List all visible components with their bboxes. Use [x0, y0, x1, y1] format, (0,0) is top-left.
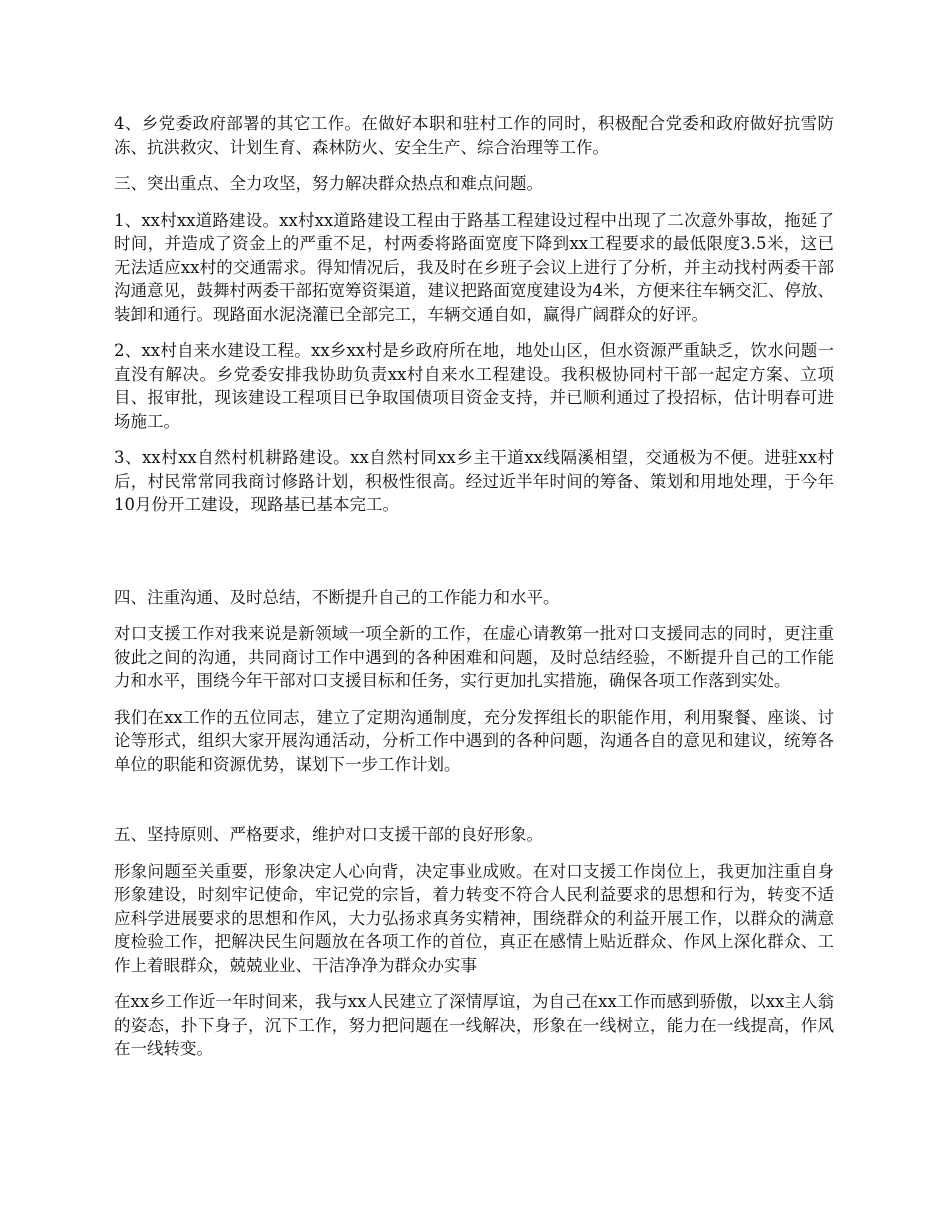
section-heading-five: 五、坚持原则、严格要求，维护对口支援干部的良好形象。 [114, 825, 543, 844]
section-heading-four: 四、注重沟通、及时总结，不断提升自己的工作能力和水平。 [114, 587, 560, 607]
document-body [114, 112, 834, 1074]
paragraph-team-system: 我们在xx工作的五位同志，建立了定期沟通制度，充分发挥组长的职能作用，利用聚餐、座谈、讨论等形式，组织大家开展沟通活动，分析工作中遇到的各种问题，沟通各自的意见和建议，统筹各单位的职能和资源优势，谋划下一步工作计划。 [114, 707, 834, 774]
paragraph-road-construction: 1、xx村xx道路建设。xx村xx道路建设工程由于路基工程建设过程中出现了二次意外事故，拖延了时间，并造成了资金上的严重不足，村两委将路面宽度下降到xx工程要求的最低限度3.5米，这已无法适应xx村的交通需求。得知情况后，我及时在乡班子会议上进行了分析，并主动找村两委干部沟通意见，鼓舞村两委干部拓宽筹资渠道，建议把路面宽度建设为4米，方便来往车辆交汇、停放、装卸和通行。现路面水泥浇灌已全部完工，车辆交通自如，赢得广阔群众的好评。 [114, 210, 834, 324]
paragraph-image-building: 形象问题至关重要，形象决定人心向背，决定事业成败。在对口支援工作岗位上，我更加注重自身形象建设，时刻牢记使命，牢记党的宗旨，着力转变不符合人民利益要求的思想和行为，转变不适应科学进展要求的思想和作风，大力弘扬求真务实精神，围绕群众的利益开展工作，以群众的满意度检验工作，把解决民生问题放在各项工作的首位，真正在感情上贴近群众、作风上深化群众、工作上着眼群众，兢兢业业、干洁净净为群众办实事 [114, 861, 834, 975]
paragraph-farm-road: 3、xx村xx自然村机耕路建设。xx自然村同xx乡主干道xx线隔溪相望，交通极为不便。进驻xx村后，村民常常同我商讨修路计划，积极性很高。经过近半年时间的筹备、策划和用地处理，于今年10月份开工建设，现路基已基本完工。 [114, 448, 834, 514]
spacer [114, 530, 834, 586]
paragraph-water-project: 2、xx村自来水建设工程。xx乡xx村是乡政府所在地，地处山区，但水资源严重缺乏，饮水问题一直没有解决。乡党委安排我协助负责xx村自来水工程建设。我积极协同村干部一起定方案、立项目、报审批，现该建设工程项目已争取国债项目资金支持，并已顺利通过了投招标，估计明春可进场施工。 [114, 341, 834, 431]
paragraph-other-work: 4、乡党委政府部署的其它工作。在做好本职和驻村工作的同时，积极配合党委和政府做好抗雪防冻、抗洪救灾、计划生育、森林防火、安全生产、综合治理等工作。 [114, 114, 834, 157]
paragraph-closing: 在xx乡工作近一年时间来，我与xx人民建立了深情厚谊，为自己在xx工作而感到骄傲，以xx主人翁的姿态，扑下身子，沉下工作，努力把问题在一线解决，形象在一线树立，能力在一线提高，作风在一线转变。 [114, 992, 834, 1058]
section-heading-three: 三、突出重点、全力攻坚，努力解决群众热点和难点问题。 [114, 174, 543, 193]
spacer [114, 789, 834, 823]
paragraph-communication: 对口支援工作对我来说是新领域一项全新的工作，在虚心请教第一批对口支援同志的同时，更注重彼此之间的沟通，共同商讨工作中遇到的各种困难和问题，及时总结经验，不断提升自己的工作能力和水平，围绕今年干部对口支援目标和任务，实行更加扎实措施，确保各项工作落到实处。 [114, 624, 834, 690]
